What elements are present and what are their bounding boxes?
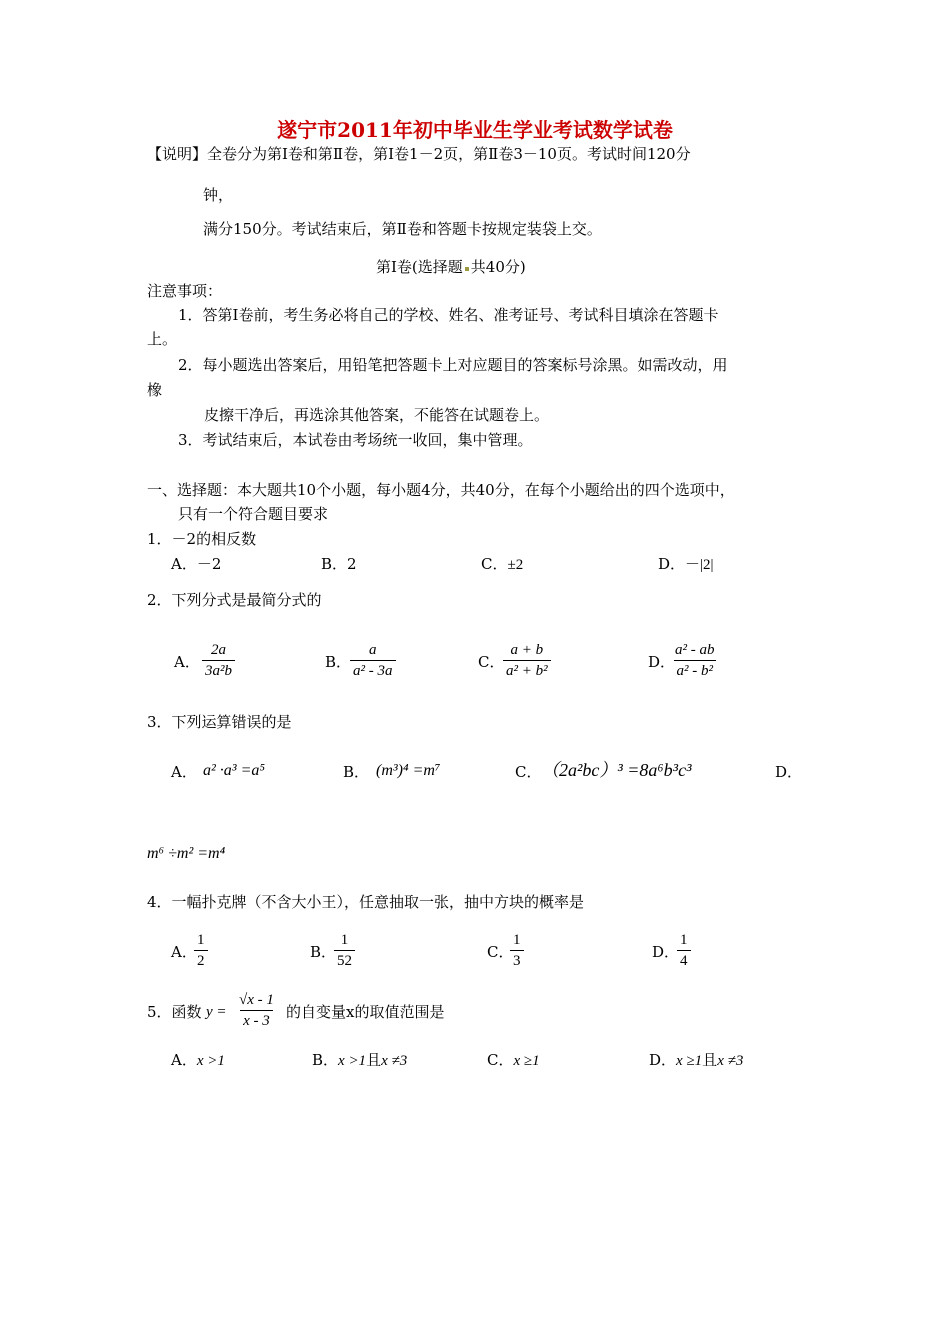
q4-option-c-label: C． [487,943,514,961]
q1-option-a: A．－2 [171,555,222,573]
q1-option-d [658,555,714,574]
q5-function-numerator: √x - 1 [239,992,274,1008]
q2-option-a-fraction [202,640,235,681]
q5-option-b-conjunction: 且 [366,1051,382,1069]
q3-option-b-label: B． [343,763,370,781]
q5-option-c [487,1051,540,1070]
q5-option-d-conjunction: 且 [702,1051,718,1069]
q5-option-a-expr: x >1 [196,1053,225,1069]
q3-option-c-label: C． [515,763,542,781]
q4-stem: 4．一幅扑克牌（不含大小王），任意抽取一张，抽中方块的概率是 [147,893,585,911]
q5-option-d-label: D． [649,1051,677,1069]
q2-option-a-label: A． [174,653,200,671]
q5-option-a [171,1051,225,1070]
section-heading [376,258,526,276]
q4-c-denominator: 3 [510,950,524,971]
q2-option-b-label: B． [325,653,352,671]
q3-option-c-expr: （2a²bc）³ =8a⁶b³c³ [541,760,692,780]
q3-option-d-label: D． [775,763,803,781]
q3-option-a-label: A． [171,763,197,781]
note-2b: 橡 [147,381,163,399]
q4-d-numerator: 1 [680,932,688,948]
q2-option-d-label: D． [648,653,676,671]
part1-line-1: 一、选择题：本大题共10个小题，每小题4分，共40分，在每个小题给出的四个选项中， [147,481,735,499]
q5-option-b-label: B． [312,1051,339,1069]
section-heading-part-a: 第Ⅰ卷(选择题 [376,258,463,276]
q2-option-c-label: C． [478,653,505,671]
q4-option-d-fraction [677,930,691,971]
q2-option-d-fraction [672,640,718,681]
mark-dot-icon [465,267,469,271]
q5-function-lhs: y = [206,1004,227,1020]
q3-option-d-expr: m⁶ ÷m² =m⁴ [147,845,226,862]
q1-option-d-value: |2| [700,557,714,573]
q5-stem-b: 的自变量x的取值范围是 [286,1003,445,1021]
q1-option-c [481,555,523,574]
q4-option-c-fraction [510,930,524,971]
q4-option-a-fraction [194,930,208,971]
q1-option-d-label: D．－ [658,555,701,573]
q5-option-d-expr-1: x ≥1 [676,1053,703,1069]
q1-stem: 1．－2的相反数 [147,530,257,548]
q4-b-denominator: 52 [334,950,355,971]
q4-a-numerator: 1 [197,932,205,948]
q4-option-d-label: D． [652,943,680,961]
q5-option-b [312,1051,407,1070]
q2-option-c-fraction [503,640,551,681]
q2-c-numerator: a + b [510,642,544,658]
q5-option-b-expr-1: x >1 [338,1053,367,1069]
q2-b-denominator: a² - 3a [350,660,396,681]
q5-stem-a: 5．函数 [147,1003,202,1021]
q2-stem: 2．下列分式是最简分式的 [147,591,322,609]
q4-option-a-label: A． [171,943,197,961]
page-title: 遂宁市2011年初中毕业生学业考试数学试卷 [277,118,673,142]
notes-heading: 注意事项： [147,282,223,300]
q4-c-numerator: 1 [513,932,521,948]
q2-c-denominator: a² + b² [503,660,551,681]
note-3: 3．考试结束后，本试卷由考场统一收回，集中管理。 [178,431,533,449]
q5-option-c-expr: x ≥1 [513,1053,540,1069]
q2-d-denominator: a² - b² [674,660,717,681]
section-heading-part-b: 共40分) [470,258,526,276]
intro-line-2: 钟， [203,186,234,204]
part1-line-2: 只有一个符合题目要求 [178,505,329,523]
q5-option-d-expr-2: x ≠3 [717,1053,744,1069]
note-1a: 1．答第Ⅰ卷前，考生务必将自己的学校、姓名、准考证号、考试科目填涂在答题卡 [178,306,719,324]
q5-option-b-expr-2: x ≠3 [381,1053,408,1069]
q4-option-b-fraction [334,930,355,971]
q5-option-c-label: C． [487,1051,514,1069]
q1-option-b: B．2 [321,555,357,573]
q2-b-numerator: a [369,642,377,658]
note-2a: 2．每小题选出答案后，用铅笔把答题卡上对应题目的答案标号涂黑。如需改动，用 [178,356,728,374]
q4-b-numerator: 1 [340,932,349,948]
q5-function-fraction [236,990,277,1031]
q5-option-d [649,1051,743,1070]
q2-a-numerator: 2a [211,642,226,658]
q2-a-denominator: 3a²b [202,660,235,681]
q1-option-c-label: C． [481,555,508,573]
q2-d-numerator: a² - ab [675,642,715,658]
q2-option-b-fraction [350,640,396,681]
q3-option-a-expr: a² ·a³ =a⁵ [203,762,265,779]
intro-line-3: 满分150分。考试结束后，第Ⅱ卷和答题卡按规定装袋上交。 [203,220,602,238]
q1-option-c-value: ±2 [507,557,524,573]
q4-a-denominator: 2 [194,950,208,971]
q3-option-b-expr: (m³)⁴ =m⁷ [376,762,441,779]
q5-option-a-label: A． [171,1051,197,1069]
q4-d-denominator: 4 [677,950,691,971]
q5-function-denominator: x - 3 [240,1010,273,1031]
q3-stem: 3．下列运算错误的是 [147,713,292,731]
note-1b: 上。 [147,330,178,348]
intro-line-1: 【说明】全卷分为第Ⅰ卷和第Ⅱ卷，第Ⅰ卷1－2页，第Ⅱ卷3－10页。考试时间120分 [147,145,691,163]
note-2c: 皮擦干净后，再选涂其他答案，不能答在试题卷上。 [204,406,550,424]
q4-option-b-label: B． [310,943,337,961]
